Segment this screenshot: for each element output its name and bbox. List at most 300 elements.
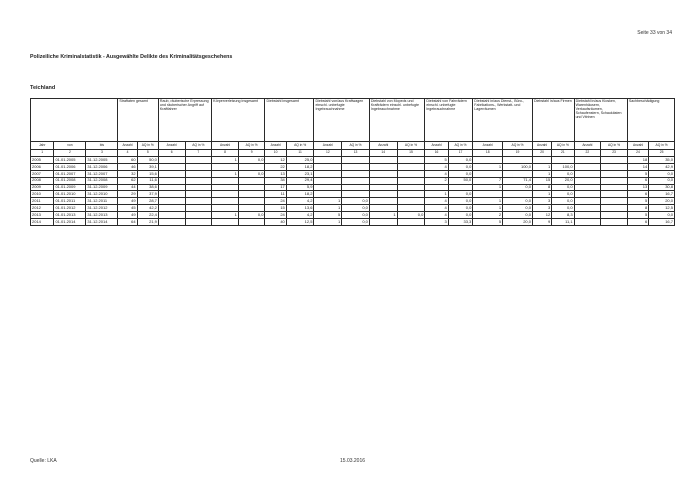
table-row bbox=[31, 205, 675, 212]
table-cell: 2014 bbox=[31, 219, 54, 226]
table-cell bbox=[212, 205, 239, 212]
column-number: 9 bbox=[238, 150, 265, 157]
column-label: AQ in % bbox=[238, 142, 265, 150]
table-cell: 31.12.2012 bbox=[86, 205, 118, 212]
table-cell: 0,0 bbox=[649, 170, 675, 177]
column-label: von bbox=[54, 142, 86, 150]
table-cell: 0,0 bbox=[342, 212, 370, 219]
table-cell bbox=[185, 219, 212, 226]
table-cell: 5 bbox=[425, 157, 448, 164]
table-cell: 0,0 bbox=[552, 184, 574, 191]
table-cell: 0,0 bbox=[238, 170, 265, 177]
table-cell: 7 bbox=[473, 177, 503, 184]
table-cell bbox=[185, 163, 212, 170]
table-cell: 1 bbox=[532, 163, 551, 170]
table-cell: 18,2 bbox=[286, 163, 314, 170]
table-cell: 4,2 bbox=[286, 198, 314, 205]
table-cell bbox=[369, 191, 397, 198]
table-cell: 4,2 bbox=[286, 212, 314, 219]
table-cell bbox=[185, 205, 212, 212]
column-number: 21 bbox=[552, 150, 574, 157]
table-cell bbox=[212, 198, 239, 205]
source-note: Quelle: LKA bbox=[30, 458, 57, 464]
column-number: 19 bbox=[503, 150, 533, 157]
table-cell bbox=[212, 177, 239, 184]
table-cell bbox=[158, 157, 185, 164]
table-cell bbox=[473, 157, 503, 164]
table-cell: 1 bbox=[473, 205, 503, 212]
table-cell: 01.01.2008 bbox=[54, 177, 86, 184]
table-cell bbox=[238, 198, 265, 205]
column-number: 15 bbox=[397, 150, 425, 157]
table-cell bbox=[397, 177, 425, 184]
table-cell: 2005 bbox=[31, 157, 54, 164]
table-cell: 1 bbox=[212, 170, 239, 177]
table-cell: 11,6 bbox=[137, 177, 158, 184]
table-cell bbox=[503, 157, 533, 164]
table-cell bbox=[185, 177, 212, 184]
table-cell: 0,0 bbox=[649, 212, 675, 219]
table-cell bbox=[238, 184, 265, 191]
table-cell bbox=[503, 170, 533, 177]
table-cell: 0,0 bbox=[448, 198, 473, 205]
document-title: Polizeiliche Kriminalstatistik - Ausgewählte Delikte des Kriminalitätsgeschehens bbox=[30, 54, 233, 60]
table-cell: 0,0 bbox=[552, 191, 574, 198]
table-cell: 1 bbox=[473, 163, 503, 170]
table-cell: 4 bbox=[425, 205, 448, 212]
table-cell: 0,0 bbox=[238, 157, 265, 164]
crime-statistics-table bbox=[30, 98, 675, 226]
table-cell bbox=[369, 184, 397, 191]
group-header-row bbox=[31, 99, 675, 142]
table-cell: 31.12.2011 bbox=[86, 198, 118, 205]
table-cell bbox=[574, 184, 601, 191]
table-cell bbox=[185, 212, 212, 219]
table-cell: 13,6 bbox=[286, 205, 314, 212]
table-cell bbox=[158, 219, 185, 226]
table-cell bbox=[158, 198, 185, 205]
table-cell bbox=[314, 163, 342, 170]
column-label: Anzahl bbox=[532, 142, 551, 150]
table-cell: 22 bbox=[265, 163, 286, 170]
table-cell: 1 bbox=[314, 219, 342, 226]
table-cell bbox=[369, 163, 397, 170]
table-cell bbox=[238, 219, 265, 226]
table-cell bbox=[448, 184, 473, 191]
table-cell bbox=[238, 177, 265, 184]
table-cell: 20,0 bbox=[649, 198, 675, 205]
table-cell: 1 bbox=[425, 191, 448, 198]
table-cell: 01.01.2013 bbox=[54, 212, 86, 219]
column-number: 17 bbox=[448, 150, 473, 157]
group-header: Diebstahl von/aus Kraftwagen einschl. unbefugte Ingebrauchnahme bbox=[314, 99, 369, 142]
column-label: Anzahl bbox=[574, 142, 601, 150]
table-cell: 9 bbox=[532, 219, 551, 226]
table-cell: 42,2 bbox=[137, 205, 158, 212]
column-label: AQ in % bbox=[503, 142, 533, 150]
table-cell bbox=[185, 170, 212, 177]
table-cell: 16,7 bbox=[649, 219, 675, 226]
table-cell bbox=[342, 170, 370, 177]
table-cell bbox=[158, 191, 185, 198]
table-cell: 35,0 bbox=[649, 157, 675, 164]
column-number: 24 bbox=[627, 150, 648, 157]
table-row bbox=[31, 163, 675, 170]
table-cell: 20,0 bbox=[503, 219, 533, 226]
table-cell: 01.01.2010 bbox=[54, 191, 86, 198]
header-empty-cell bbox=[31, 99, 118, 142]
table-cell bbox=[238, 163, 265, 170]
table-cell: 18 bbox=[627, 157, 648, 164]
table-cell bbox=[369, 219, 397, 226]
table-cell: 01.01.2012 bbox=[54, 205, 86, 212]
table-cell: 37,9 bbox=[137, 191, 158, 198]
table-cell: 31.12.2007 bbox=[86, 170, 118, 177]
table-cell bbox=[212, 191, 239, 198]
table-cell: 12 bbox=[532, 212, 551, 219]
table-cell: 30,8 bbox=[649, 184, 675, 191]
table-cell: 1 bbox=[314, 198, 342, 205]
group-header: Diebstahl in/aus Firmen bbox=[532, 99, 574, 142]
table-cell: 12,5 bbox=[286, 219, 314, 226]
column-number: 1 bbox=[31, 150, 54, 157]
table-cell bbox=[158, 212, 185, 219]
table-cell bbox=[369, 157, 397, 164]
table-cell bbox=[314, 191, 342, 198]
group-header: Diebstahl insgesamt bbox=[265, 99, 314, 142]
group-header: Sachbeschädigung bbox=[627, 99, 674, 142]
column-number: 4 bbox=[118, 150, 137, 157]
table-cell: 20,0 bbox=[552, 177, 574, 184]
table-cell: 12,5 bbox=[649, 205, 675, 212]
column-number: 5 bbox=[137, 150, 158, 157]
column-label-row bbox=[31, 142, 675, 150]
table-cell: 22,4 bbox=[137, 212, 158, 219]
table-cell: 46 bbox=[118, 163, 137, 170]
table-cell: 50,0 bbox=[448, 177, 473, 184]
table-cell: 1 bbox=[314, 205, 342, 212]
table-cell bbox=[601, 157, 628, 164]
table-cell: 2007 bbox=[31, 170, 54, 177]
table-cell: 0,0 bbox=[342, 198, 370, 205]
table-cell: 4 bbox=[425, 212, 448, 219]
table-cell: 0,0 bbox=[448, 163, 473, 170]
table-cell: 2 bbox=[473, 212, 503, 219]
table-cell bbox=[574, 177, 601, 184]
table-cell bbox=[503, 191, 533, 198]
table-cell: 0,0 bbox=[238, 212, 265, 219]
table-cell: 6 bbox=[627, 219, 648, 226]
table-cell: 50,0 bbox=[137, 157, 158, 164]
table-cell bbox=[369, 177, 397, 184]
table-cell bbox=[158, 177, 185, 184]
table-cell: 71,4 bbox=[503, 177, 533, 184]
table-cell: 60 bbox=[118, 157, 137, 164]
table-cell bbox=[601, 170, 628, 177]
table-cell bbox=[397, 219, 425, 226]
table-cell bbox=[574, 219, 601, 226]
column-number: 13 bbox=[342, 150, 370, 157]
table-cell: 2012 bbox=[31, 205, 54, 212]
table-cell: 2008 bbox=[31, 177, 54, 184]
column-label: Anzahl bbox=[627, 142, 648, 150]
table-cell bbox=[238, 191, 265, 198]
table-cell: 0,0 bbox=[552, 198, 574, 205]
table-cell: 12 bbox=[265, 157, 286, 164]
table-cell: 8 bbox=[627, 205, 648, 212]
table-cell: 18,2 bbox=[286, 191, 314, 198]
table-cell bbox=[574, 157, 601, 164]
table-cell: 62 bbox=[118, 177, 137, 184]
table-cell: 45 bbox=[118, 205, 137, 212]
table-cell: 44 bbox=[118, 184, 137, 191]
table-cell: 1 bbox=[369, 212, 397, 219]
table-cell: 0,0 bbox=[448, 170, 473, 177]
table-cell: 6 bbox=[627, 191, 648, 198]
table-cell bbox=[574, 205, 601, 212]
table-cell: 29 bbox=[118, 191, 137, 198]
table-cell: 13 bbox=[627, 184, 648, 191]
table-cell bbox=[397, 191, 425, 198]
group-header: Straftaten gesamt bbox=[118, 99, 159, 142]
table-cell bbox=[342, 163, 370, 170]
table-cell: 2006 bbox=[31, 163, 54, 170]
table-cell bbox=[185, 191, 212, 198]
column-label: Anzahl bbox=[118, 142, 137, 150]
table-cell: 0,0 bbox=[649, 177, 675, 184]
column-number: 16 bbox=[425, 150, 448, 157]
column-label: AQ in % bbox=[286, 142, 314, 150]
column-label: AQ in % bbox=[185, 142, 212, 150]
table-cell: 0,0 bbox=[397, 212, 425, 219]
table-cell: 15 bbox=[532, 177, 551, 184]
column-number-row bbox=[31, 150, 675, 157]
table-cell: 13 bbox=[265, 170, 286, 177]
column-number: 11 bbox=[286, 150, 314, 157]
column-label: Anzahl bbox=[158, 142, 185, 150]
table-cell: 5 bbox=[473, 219, 503, 226]
table-cell bbox=[601, 184, 628, 191]
table-cell bbox=[158, 170, 185, 177]
table-cell: 2009 bbox=[31, 184, 54, 191]
table-cell: 1 bbox=[473, 198, 503, 205]
table-cell: 01.01.2014 bbox=[54, 219, 86, 226]
table-cell: 3 bbox=[532, 205, 551, 212]
table-cell bbox=[574, 198, 601, 205]
table-row bbox=[31, 170, 675, 177]
table-cell: 31.12.2006 bbox=[86, 163, 118, 170]
table-cell: 31.12.2009 bbox=[86, 184, 118, 191]
table-cell: 31.12.2014 bbox=[86, 219, 118, 226]
table-cell: 2010 bbox=[31, 191, 54, 198]
table-cell: 40 bbox=[265, 219, 286, 226]
table-cell bbox=[574, 170, 601, 177]
table-cell bbox=[397, 198, 425, 205]
table-cell: 6 bbox=[627, 177, 648, 184]
table-cell: 0,0 bbox=[552, 170, 574, 177]
table-cell: 49 bbox=[118, 212, 137, 219]
table-cell: 01.01.2005 bbox=[54, 157, 86, 164]
column-label: AQ in % bbox=[601, 142, 628, 150]
table-cell: 23,1 bbox=[286, 170, 314, 177]
table-cell: 5,9 bbox=[286, 184, 314, 191]
table-cell: 2 bbox=[425, 177, 448, 184]
table-cell bbox=[314, 184, 342, 191]
table-cell: 0,0 bbox=[448, 157, 473, 164]
column-number: 12 bbox=[314, 150, 342, 157]
table-cell: 15 bbox=[265, 205, 286, 212]
footer-date: 15.03.2016 bbox=[340, 458, 366, 464]
table-cell: 8 bbox=[532, 184, 551, 191]
column-label: AQ in % bbox=[649, 142, 675, 150]
table-cell bbox=[574, 163, 601, 170]
column-number: 23 bbox=[601, 150, 628, 157]
table-cell: 24 bbox=[265, 212, 286, 219]
table-cell bbox=[397, 163, 425, 170]
table-cell bbox=[314, 157, 342, 164]
table-cell: 4 bbox=[425, 170, 448, 177]
table-cell: 32 bbox=[118, 170, 137, 177]
table-row bbox=[31, 157, 675, 164]
table-cell bbox=[342, 177, 370, 184]
table-cell bbox=[314, 170, 342, 177]
table-cell bbox=[601, 212, 628, 219]
table-cell bbox=[369, 170, 397, 177]
table-cell bbox=[185, 198, 212, 205]
column-number: 10 bbox=[265, 150, 286, 157]
column-number: 20 bbox=[532, 150, 551, 157]
table-cell: 0,0 bbox=[503, 198, 533, 205]
table-cell bbox=[425, 184, 448, 191]
table-cell bbox=[473, 170, 503, 177]
column-label: Anzahl bbox=[425, 142, 448, 150]
table-cell: 100,0 bbox=[552, 163, 574, 170]
table-cell: 100,0 bbox=[503, 163, 533, 170]
table-cell: 2013 bbox=[31, 212, 54, 219]
table-cell: 1 bbox=[212, 212, 239, 219]
table-cell: 5 bbox=[627, 170, 648, 177]
table-cell: 0,0 bbox=[342, 219, 370, 226]
column-label: AQ in % bbox=[552, 142, 574, 150]
table-cell: 5 bbox=[627, 198, 648, 205]
region-label: Teichland bbox=[30, 85, 56, 91]
column-label: Anzahl bbox=[265, 142, 286, 150]
table-cell: 1 bbox=[532, 170, 551, 177]
table-cell: 31.12.2013 bbox=[86, 212, 118, 219]
table-cell: 1 bbox=[532, 191, 551, 198]
table-cell bbox=[369, 205, 397, 212]
table-cell: 39,1 bbox=[137, 163, 158, 170]
group-header: Diebstahl von Fahrrädern einschl. unbefugte Ingebrauchnahme bbox=[425, 99, 473, 142]
table-cell bbox=[158, 163, 185, 170]
table-cell: 24 bbox=[265, 198, 286, 205]
table-cell: 0,0 bbox=[503, 205, 533, 212]
table-cell: 25,0 bbox=[286, 157, 314, 164]
group-header: Körperverletzung insgesamt bbox=[212, 99, 265, 142]
table-row bbox=[31, 184, 675, 191]
column-label: Anzahl bbox=[369, 142, 397, 150]
table-cell: 8,3 bbox=[552, 212, 574, 219]
column-label: Anzahl bbox=[473, 142, 503, 150]
table-cell bbox=[185, 184, 212, 191]
table-cell bbox=[601, 198, 628, 205]
table-cell bbox=[238, 205, 265, 212]
table-cell: 64 bbox=[118, 219, 137, 226]
column-label: AQ in % bbox=[397, 142, 425, 150]
table-cell bbox=[601, 163, 628, 170]
column-number: 22 bbox=[574, 150, 601, 157]
group-header: Raub, räuberische Erpressung und räuberischer Angriff auf Kraftfahrer bbox=[158, 99, 211, 142]
table-cell: 49 bbox=[118, 198, 137, 205]
table-cell: 5 bbox=[314, 212, 342, 219]
table-cell bbox=[342, 191, 370, 198]
table-cell: 01.01.2006 bbox=[54, 163, 86, 170]
table-cell bbox=[601, 191, 628, 198]
column-number: 14 bbox=[369, 150, 397, 157]
table-cell bbox=[342, 157, 370, 164]
table-cell bbox=[397, 184, 425, 191]
table-cell: 14 bbox=[627, 163, 648, 170]
table-cell bbox=[158, 205, 185, 212]
table-cell: 1 bbox=[473, 184, 503, 191]
group-header: Diebstahl in/aus Dienst-, Büro-, Fabrikations-, Werkstatt- und Lagerräumen bbox=[473, 99, 533, 142]
column-label: AQ in % bbox=[448, 142, 473, 150]
table-cell bbox=[397, 157, 425, 164]
table-cell: 0,0 bbox=[552, 205, 574, 212]
table-cell bbox=[158, 184, 185, 191]
group-header: Diebstahl in/aus Kiosken, Warenhäusern, Verkaufsräumen, Schaufenstern, Schaukästen und Vitrinen bbox=[574, 99, 627, 142]
table-cell bbox=[397, 205, 425, 212]
table-cell: 4 bbox=[425, 198, 448, 205]
table-cell bbox=[601, 177, 628, 184]
table-cell: 11,1 bbox=[552, 219, 574, 226]
column-label: Anzahl bbox=[314, 142, 342, 150]
table-cell: 28,7 bbox=[137, 198, 158, 205]
table-cell: 42,9 bbox=[649, 163, 675, 170]
table-cell bbox=[552, 157, 574, 164]
column-number: 2 bbox=[54, 150, 86, 157]
table-row bbox=[31, 219, 675, 226]
column-label: bis bbox=[86, 142, 118, 150]
table-row bbox=[31, 198, 675, 205]
table-cell: 34 bbox=[265, 177, 286, 184]
table-cell: 0,0 bbox=[503, 212, 533, 219]
table-cell: 38,6 bbox=[137, 184, 158, 191]
table-cell: 01.01.2007 bbox=[54, 170, 86, 177]
table-cell: 33,3 bbox=[448, 219, 473, 226]
column-number: 7 bbox=[185, 150, 212, 157]
table-cell: 0,0 bbox=[503, 184, 533, 191]
table-cell: 3 bbox=[532, 198, 551, 205]
column-number: 25 bbox=[649, 150, 675, 157]
table-cell: 31.12.2010 bbox=[86, 191, 118, 198]
table-row bbox=[31, 212, 675, 219]
table-cell: 3 bbox=[425, 219, 448, 226]
column-number: 8 bbox=[212, 150, 239, 157]
table-cell: 0,0 bbox=[342, 205, 370, 212]
column-number: 3 bbox=[86, 150, 118, 157]
table-cell bbox=[342, 184, 370, 191]
table-cell bbox=[314, 177, 342, 184]
column-number: 6 bbox=[158, 150, 185, 157]
table-cell bbox=[212, 219, 239, 226]
table-cell: 31.12.2005 bbox=[86, 157, 118, 164]
table-cell: 01.01.2011 bbox=[54, 198, 86, 205]
table-cell: 29,4 bbox=[286, 177, 314, 184]
table-cell: 0,0 bbox=[448, 191, 473, 198]
group-header: Diebstahl von Mopeds und Krafträdern einschl. unbefugte Ingebrauchnahme bbox=[369, 99, 424, 142]
table-cell: 16,7 bbox=[649, 191, 675, 198]
